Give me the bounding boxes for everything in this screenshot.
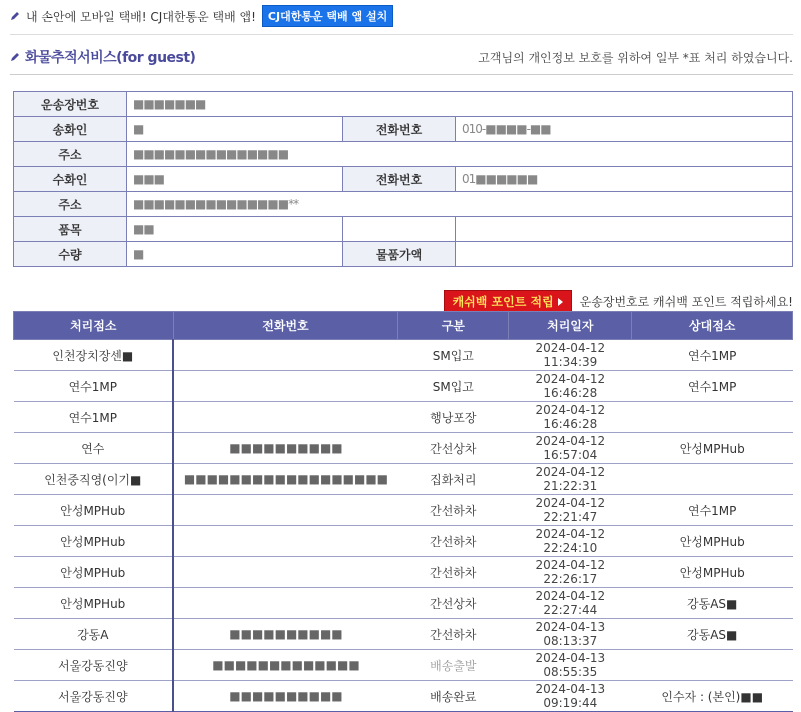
cell-date: 2024-04-12 22:24:10 bbox=[509, 526, 632, 557]
cell-type: 간선하차 bbox=[398, 495, 509, 526]
cashback-button[interactable] bbox=[444, 290, 572, 313]
promo-bar bbox=[10, 6, 393, 26]
cell-date: 2024-04-12 16:46:28 bbox=[509, 371, 632, 402]
pencil-icon bbox=[10, 11, 20, 21]
cell-date: 2024-04-12 16:46:28 bbox=[509, 402, 632, 433]
price-value bbox=[456, 242, 793, 267]
cell-date: 2024-04-13 08:55:35 bbox=[509, 650, 632, 681]
cell-phone bbox=[173, 588, 398, 619]
cell-type: 간선상차 bbox=[398, 588, 509, 619]
cell-branch: 연수1MP bbox=[14, 371, 174, 402]
promo-text: 내 손안에 모바일 택배! CJ대한통운 택배 앱! bbox=[26, 9, 256, 24]
quantity-value: ■ bbox=[127, 242, 343, 267]
cell-date: 2024-04-12 22:26:17 bbox=[509, 557, 632, 588]
sender-phone-label: 전화번호 bbox=[343, 117, 456, 142]
cell-counterpart bbox=[632, 650, 793, 681]
cell-type: 행낭포장 bbox=[398, 402, 509, 433]
cell-type: 배송완료 bbox=[398, 681, 509, 712]
col-header-type: 구분 bbox=[398, 312, 509, 340]
quantity-label: 수량 bbox=[14, 242, 127, 267]
price-label: 물품가액 bbox=[343, 242, 456, 267]
cell-counterpart: 연수1MP bbox=[632, 340, 793, 371]
cell-branch: 연수 bbox=[14, 433, 174, 464]
sender-value: ■ bbox=[127, 117, 343, 142]
section-header bbox=[10, 44, 793, 70]
cell-counterpart: 강동AS■ bbox=[632, 619, 793, 650]
receiver-address-label: 주소 bbox=[14, 192, 127, 217]
table-row bbox=[14, 619, 793, 650]
cell-phone bbox=[173, 340, 398, 371]
cell-branch: 인천중직영(이기■ bbox=[14, 464, 174, 495]
cell-counterpart bbox=[632, 402, 793, 433]
sender-phone-value: 010-■■■■-■■ bbox=[456, 117, 793, 142]
table-row bbox=[14, 650, 793, 681]
receiver-address-value: ■■■■■■■■■■■■■■■** bbox=[127, 192, 793, 217]
cell-branch: 안성MPHub bbox=[14, 495, 174, 526]
cell-branch: 안성MPHub bbox=[14, 557, 174, 588]
cell-counterpart: 연수1MP bbox=[632, 371, 793, 402]
cell-date: 2024-04-12 21:22:31 bbox=[509, 464, 632, 495]
cell-type: 간선하차 bbox=[398, 557, 509, 588]
table-row bbox=[14, 402, 793, 433]
cell-phone: ■■■■■■■■■■■■■ bbox=[173, 650, 398, 681]
cashback-row bbox=[444, 290, 793, 313]
cell-type: 간선상차 bbox=[398, 433, 509, 464]
cell-phone bbox=[173, 495, 398, 526]
cell-counterpart bbox=[632, 464, 793, 495]
cell-phone bbox=[173, 402, 398, 433]
shipment-info-table bbox=[13, 91, 793, 267]
cell-phone: ■■■■■■■■■■ bbox=[173, 681, 398, 712]
item-label: 품목 bbox=[14, 217, 127, 242]
install-app-button[interactable]: CJ대한통운 택배 앱 설치 bbox=[262, 5, 393, 27]
empty-cell bbox=[456, 217, 793, 242]
cell-date: 2024-04-12 22:27:44 bbox=[509, 588, 632, 619]
empty-cell bbox=[343, 217, 456, 242]
cell-branch: 안성MPHub bbox=[14, 526, 174, 557]
cell-type: 집화처리 bbox=[398, 464, 509, 495]
cell-counterpart: 안성MPHub bbox=[632, 557, 793, 588]
cell-counterpart: 강동AS■ bbox=[632, 588, 793, 619]
cell-phone bbox=[173, 557, 398, 588]
cell-branch: 강동A bbox=[14, 619, 174, 650]
table-row bbox=[14, 681, 793, 712]
cashback-button-label: 캐쉬백 포인트 적립 bbox=[452, 295, 554, 309]
arrow-right-icon bbox=[558, 298, 563, 306]
privacy-notice: 고객님의 개인정보 보호를 위하여 일부 *표 처리 하였습니다. bbox=[478, 50, 793, 65]
cell-phone bbox=[173, 526, 398, 557]
cell-counterpart: 연수1MP bbox=[632, 495, 793, 526]
cell-phone: ■■■■■■■■■■ bbox=[173, 619, 398, 650]
table-row bbox=[14, 588, 793, 619]
cell-phone: ■■■■■■■■■■ bbox=[173, 433, 398, 464]
cell-branch: 서울강동진양 bbox=[14, 681, 174, 712]
cell-date: 2024-04-12 11:34:39 bbox=[509, 340, 632, 371]
table-row bbox=[14, 433, 793, 464]
sender-address-label: 주소 bbox=[14, 142, 127, 167]
table-row bbox=[14, 371, 793, 402]
cell-phone: ■■■■■■■■■■■■■■■■■■ bbox=[173, 464, 398, 495]
tracking-table bbox=[13, 311, 793, 712]
receiver-label: 수화인 bbox=[14, 167, 127, 192]
cell-date: 2024-04-12 16:57:04 bbox=[509, 433, 632, 464]
table-row bbox=[14, 526, 793, 557]
cell-counterpart: 안성MPHub bbox=[632, 433, 793, 464]
receiver-phone-value: 01■■■■■■ bbox=[456, 167, 793, 192]
divider bbox=[10, 34, 793, 35]
cell-type: 간선하차 bbox=[398, 619, 509, 650]
page-title bbox=[10, 47, 195, 67]
cell-branch: 서울강동진양 bbox=[14, 650, 174, 681]
divider bbox=[10, 74, 793, 75]
pencil-icon bbox=[10, 52, 20, 62]
cell-phone bbox=[173, 371, 398, 402]
waybill-value: ■■■■■■■ bbox=[127, 92, 793, 117]
cell-branch: 안성MPHub bbox=[14, 588, 174, 619]
cell-type: 배송출발 bbox=[398, 650, 509, 681]
cell-counterpart: 인수자 : (본인)■■ bbox=[632, 681, 793, 712]
cell-branch: 연수1MP bbox=[14, 402, 174, 433]
sender-address-value: ■■■■■■■■■■■■■■■ bbox=[127, 142, 793, 167]
waybill-label: 운송장번호 bbox=[14, 92, 127, 117]
col-header-branch: 처리점소 bbox=[14, 312, 174, 340]
table-row bbox=[14, 557, 793, 588]
cell-type: SM입고 bbox=[398, 371, 509, 402]
cell-date: 2024-04-13 08:13:37 bbox=[509, 619, 632, 650]
table-row bbox=[14, 495, 793, 526]
cell-branch: 인천장치장센■ bbox=[14, 340, 174, 371]
table-row bbox=[14, 340, 793, 371]
cell-counterpart: 안성MPHub bbox=[632, 526, 793, 557]
item-value: ■■ bbox=[127, 217, 343, 242]
cashback-text: 운송장번호로 캐쉬백 포인트 적립하세요! bbox=[579, 295, 793, 309]
cell-type: 간선하차 bbox=[398, 526, 509, 557]
cell-date: 2024-04-13 09:19:44 bbox=[509, 681, 632, 712]
page-title-text: 화물추적서비스(for guest) bbox=[25, 50, 196, 66]
col-header-phone: 전화번호 bbox=[173, 312, 398, 340]
receiver-phone-label: 전화번호 bbox=[343, 167, 456, 192]
col-header-date: 처리일자 bbox=[509, 312, 632, 340]
table-row bbox=[14, 464, 793, 495]
col-header-counterpart: 상대점소 bbox=[632, 312, 793, 340]
cell-date: 2024-04-12 22:21:47 bbox=[509, 495, 632, 526]
cell-type: SM입고 bbox=[398, 340, 509, 371]
sender-label: 송화인 bbox=[14, 117, 127, 142]
receiver-value: ■■■ bbox=[127, 167, 343, 192]
